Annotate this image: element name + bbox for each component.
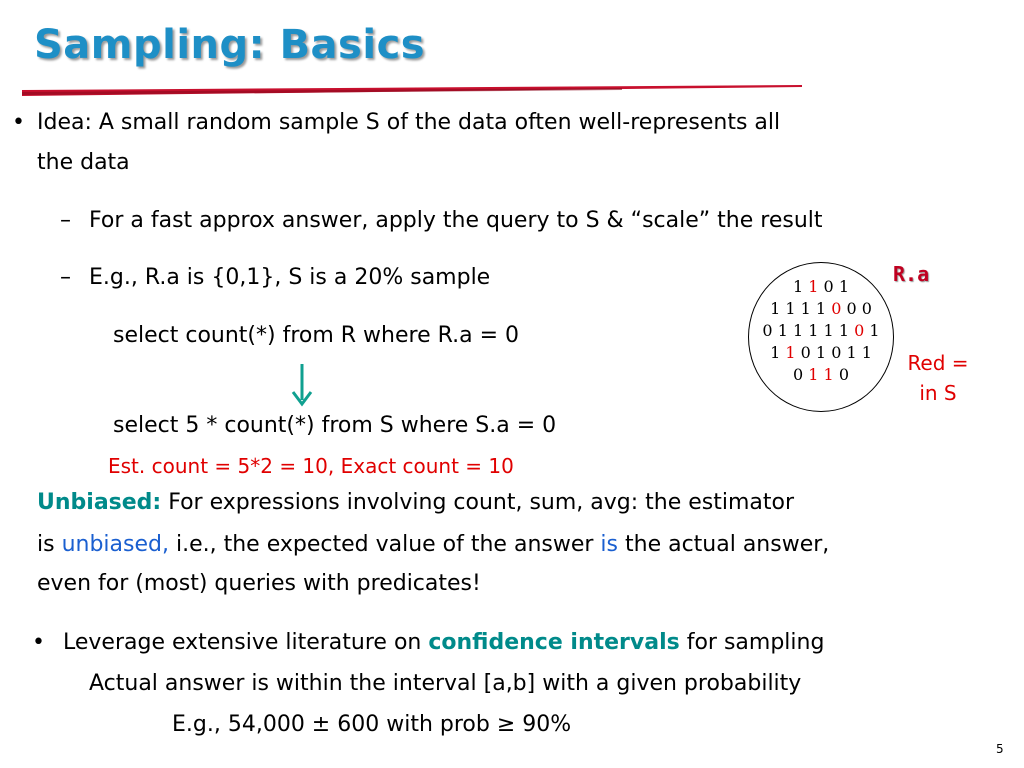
query-original: select count(*) from R where R.a = 0 (113, 323, 520, 348)
title-underline (22, 82, 802, 98)
value: 1 (823, 321, 834, 340)
sampled-value: 1 (808, 277, 819, 296)
value: 1 (770, 343, 781, 362)
sample-row (748, 320, 894, 342)
value: 0 (792, 365, 804, 384)
value: 1 (808, 321, 819, 340)
sampled-value: 1 (785, 343, 796, 362)
value: 1 (869, 321, 880, 340)
query-scaled: select 5 * count(*) from S where S.a = 0 (113, 413, 557, 438)
is-term: is (600, 532, 618, 557)
value: 1 (815, 299, 827, 318)
sampled-value: 0 (854, 321, 865, 340)
sub-bullet-scale: For a fast approx answer, apply the query to S & “scale” the result (89, 208, 823, 233)
sampled-value: 0 (831, 299, 842, 318)
value: 0 (846, 299, 857, 318)
sub-bullet-dash: – (60, 208, 71, 233)
value: 1 (815, 343, 827, 362)
value: 0 (762, 321, 773, 340)
value: 0 (838, 365, 850, 384)
bullet-marker: • (12, 110, 25, 135)
value: 1 (846, 343, 857, 362)
unbiased-term: unbiased, (61, 532, 169, 557)
unbiased-line-1: Unbiased: For expressions involving count, sum, avg: the estimator (37, 490, 795, 515)
example-interval-line: E.g., 54,000 ± 600 with prob ≥ 90% (172, 712, 572, 737)
value: 0 (823, 277, 834, 296)
value: 1 (838, 277, 850, 296)
down-arrow-icon (290, 362, 314, 408)
sub-bullet-example: E.g., R.a is {0,1}, S is a 20% sample (89, 265, 491, 290)
value: 1 (792, 321, 804, 340)
slide-title: Sampling: Basics (34, 22, 426, 68)
legend-red-in-s: Red = in S (907, 351, 969, 405)
sampled-value: 1 (823, 365, 834, 384)
value: 1 (785, 299, 796, 318)
sample-row (748, 342, 894, 364)
unbiased-line-2: is unbiased, i.e., the expected value of the answer is the actual answer, (37, 532, 830, 557)
value: 0 (800, 343, 811, 362)
value: 1 (838, 321, 850, 340)
page-number: 5 (996, 742, 1004, 756)
relation-label: R.a (893, 262, 930, 286)
sample-values-grid (748, 276, 894, 386)
sample-row (748, 298, 894, 320)
sub-bullet-dash: – (60, 265, 71, 290)
confidence-intervals-term: confidence intervals (428, 630, 680, 655)
value: 1 (792, 277, 804, 296)
value: 0 (831, 343, 842, 362)
value: 1 (777, 321, 788, 340)
sample-row (748, 364, 894, 386)
value: 1 (861, 343, 872, 362)
unbiased-line-3: even for (most) queries with predicates! (37, 571, 481, 596)
idea-line-1: Idea: A small random sample S of the data often well-represents all (37, 110, 781, 135)
bullet-marker: • (32, 630, 45, 655)
sampled-value: 1 (808, 365, 819, 384)
value: 0 (861, 299, 872, 318)
idea-line-2: the data (37, 150, 130, 175)
confidence-line: Leverage extensive literature on confidence intervals for sampling (63, 630, 825, 655)
value: 1 (770, 299, 781, 318)
interval-line: Actual answer is within the interval [a,b] with a given probability (89, 671, 802, 696)
sample-row (748, 276, 894, 298)
estimate-line: Est. count = 5*2 = 10, Exact count = 10 (108, 454, 514, 478)
unbiased-label: Unbiased: (37, 490, 162, 515)
value: 1 (800, 299, 811, 318)
